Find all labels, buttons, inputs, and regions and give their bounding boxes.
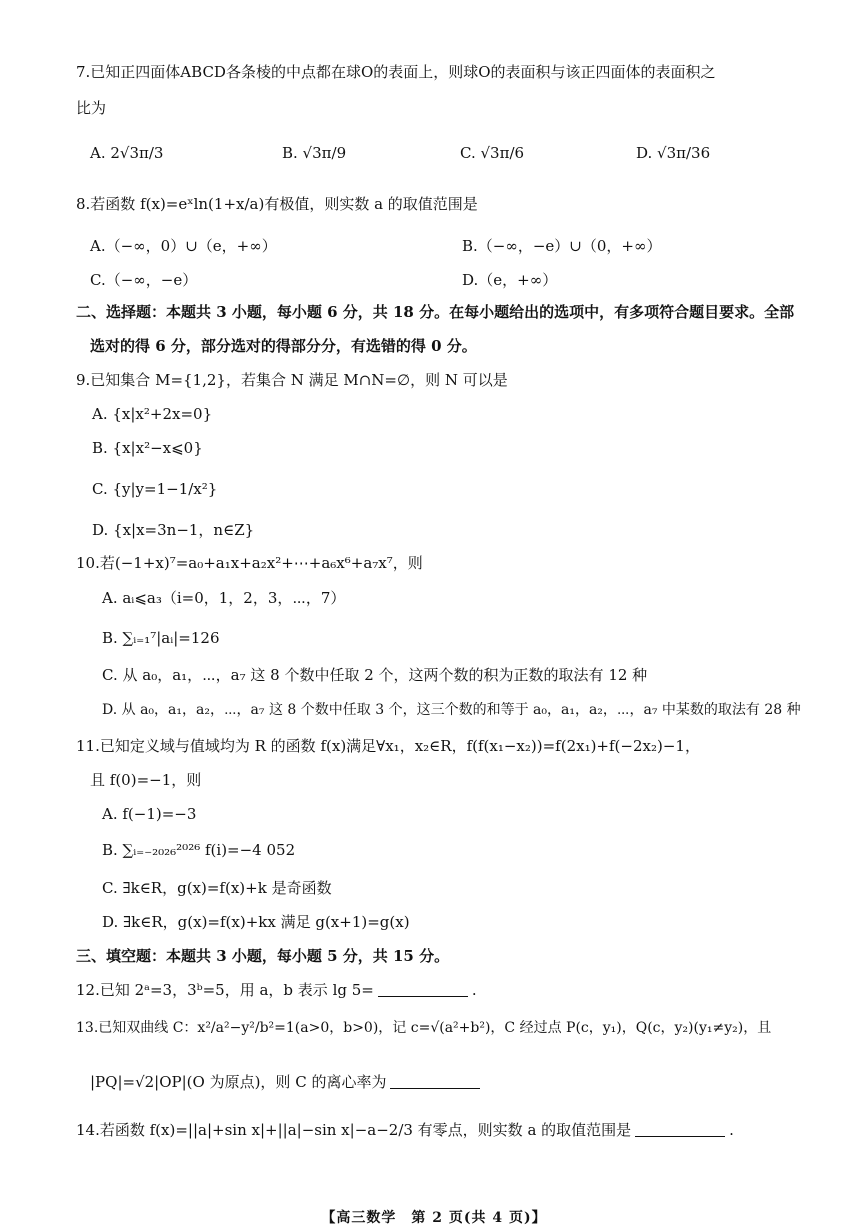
q12-answer-blank[interactable] [378,982,468,997]
q10-option-c: C. 从 a₀，a₁，⋯，a₇ 这 8 个数中任取 2 个，这两个数的积为正数的取法有 12 种 [102,666,648,684]
q11-stem-line2: 且 f(0)=−1，则 [90,771,202,789]
q12-line [76,980,808,1000]
q11-option-a: A. f(−1)=−3 [102,805,197,823]
q11-option-d: D. ∃k∈R，g(x)=f(x)+kx 满足 g(x+1)=g(x) [102,913,410,931]
q11-option-c: C. ∃k∈R，g(x)=f(x)+k 是奇函数 [102,879,332,897]
q9-option-a: A. {x|x²+2x=0} [92,405,213,423]
q8-option-b: B.（−∞，−e）∪（0，+∞） [462,237,662,255]
section2-header-line2: 选对的得 6 分，部分选对的得部分分，有选错的得 0 分。 [90,337,477,355]
section3-header: 三、填空题：本题共 3 小题，每小题 5 分，共 15 分。 [76,947,450,965]
q10-option-a: A. aᵢ⩽a₃（i=0，1，2，3，⋯，7） [102,589,346,607]
q8-option-d: D.（e，+∞） [462,271,558,289]
q7-stem-line1: 7.已知正四面体ABCD各条棱的中点都在球O的表面上，则球O的表面积与该正四面体的表面积之 [76,63,716,81]
q11-stem-line1: 11.已知定义域与值域均为 R 的函数 f(x)满足∀x₁，x₂∈R，f(f(x₁−x₂))=f(2x₁)+f(−2x₂)−1， [76,737,700,755]
q10-option-d: D. 从 a₀，a₁，a₂，⋯，a₇ 这 8 个数中任取 3 个，这三个数的和等于 a₀，a₁，a₂，⋯，a₇ 中某数的取法有 28 种 [102,702,801,718]
q7-option-c: C. √3π/6 [460,144,525,162]
q11-option-b: B. ∑ᵢ₌₋₂₀₂₆²⁰²⁶ f(i)=−4 052 [102,841,296,859]
q10-stem: 10.若(−1+x)⁷=a₀+a₁x+a₂x²+⋯+a₆x⁶+a₇x⁷，则 [76,554,423,572]
section2-header-line1: 二、选择题：本题共 3 小题，每小题 6 分，共 18 分。在每小题给出的选项中，有多项符合题目要求。全部 [76,303,795,321]
q8-option-c: C.（−∞，−e） [90,271,198,289]
q10-option-b: B. ∑ᵢ₌₁⁷|aᵢ|=126 [102,629,220,647]
q7-option-b: B. √3π/9 [282,144,347,162]
q9-stem: 9.已知集合 M={1,2}，若集合 N 满足 M∩N=∅，则 N 可以是 [76,371,508,389]
q14-answer-blank[interactable] [635,1122,725,1137]
q13-answer-blank[interactable] [390,1074,480,1089]
q12-text: 12.已知 2ᵃ=3，3ᵇ=5，用 a，b 表示 lg 5= [76,981,374,999]
page-footer: 【高三数学 第 2 页(共 4 页)】 [321,1210,547,1226]
q8-stem: 8.若函数 f(x)=eˣln(1+x/a)有极值，则实数 a 的取值范围是 [76,195,478,213]
q7-option-d: D. √3π/36 [636,144,711,162]
q14-line [76,1120,808,1140]
q14-text: 14.若函数 f(x)=||a|+sin x|+||a|−sin x|−a−2/3 有零点，则实数 a 的取值范围是 [76,1121,632,1139]
q13-stem-line1: 13.已知双曲线 C：x²/a²−y²/b²=1(a>0，b>0)，记 c=√(a²+b²)，C 经过点 P(c，y₁)，Q(c，y₂)(y₁≠y₂)，且 [76,1020,772,1036]
q13-stem-line2 [90,1072,808,1092]
q7-option-a: A. 2√3π/3 [90,144,164,162]
q7-stem-line2: 比为 [76,99,107,117]
q14-period: . [729,1121,734,1139]
q9-option-c: C. {y|y=1−1/x²} [92,480,218,498]
q13-text: |PQ|=√2|OP|(O 为原点)，则 C 的离心率为 [90,1073,387,1091]
q8-option-a: A.（−∞，0）∪（e，+∞） [90,237,277,255]
q12-period: . [471,981,477,999]
q9-option-d: D. {x|x=3n−1，n∈Z} [92,521,255,539]
q9-option-b: B. {x|x²−x⩽0} [92,439,203,457]
